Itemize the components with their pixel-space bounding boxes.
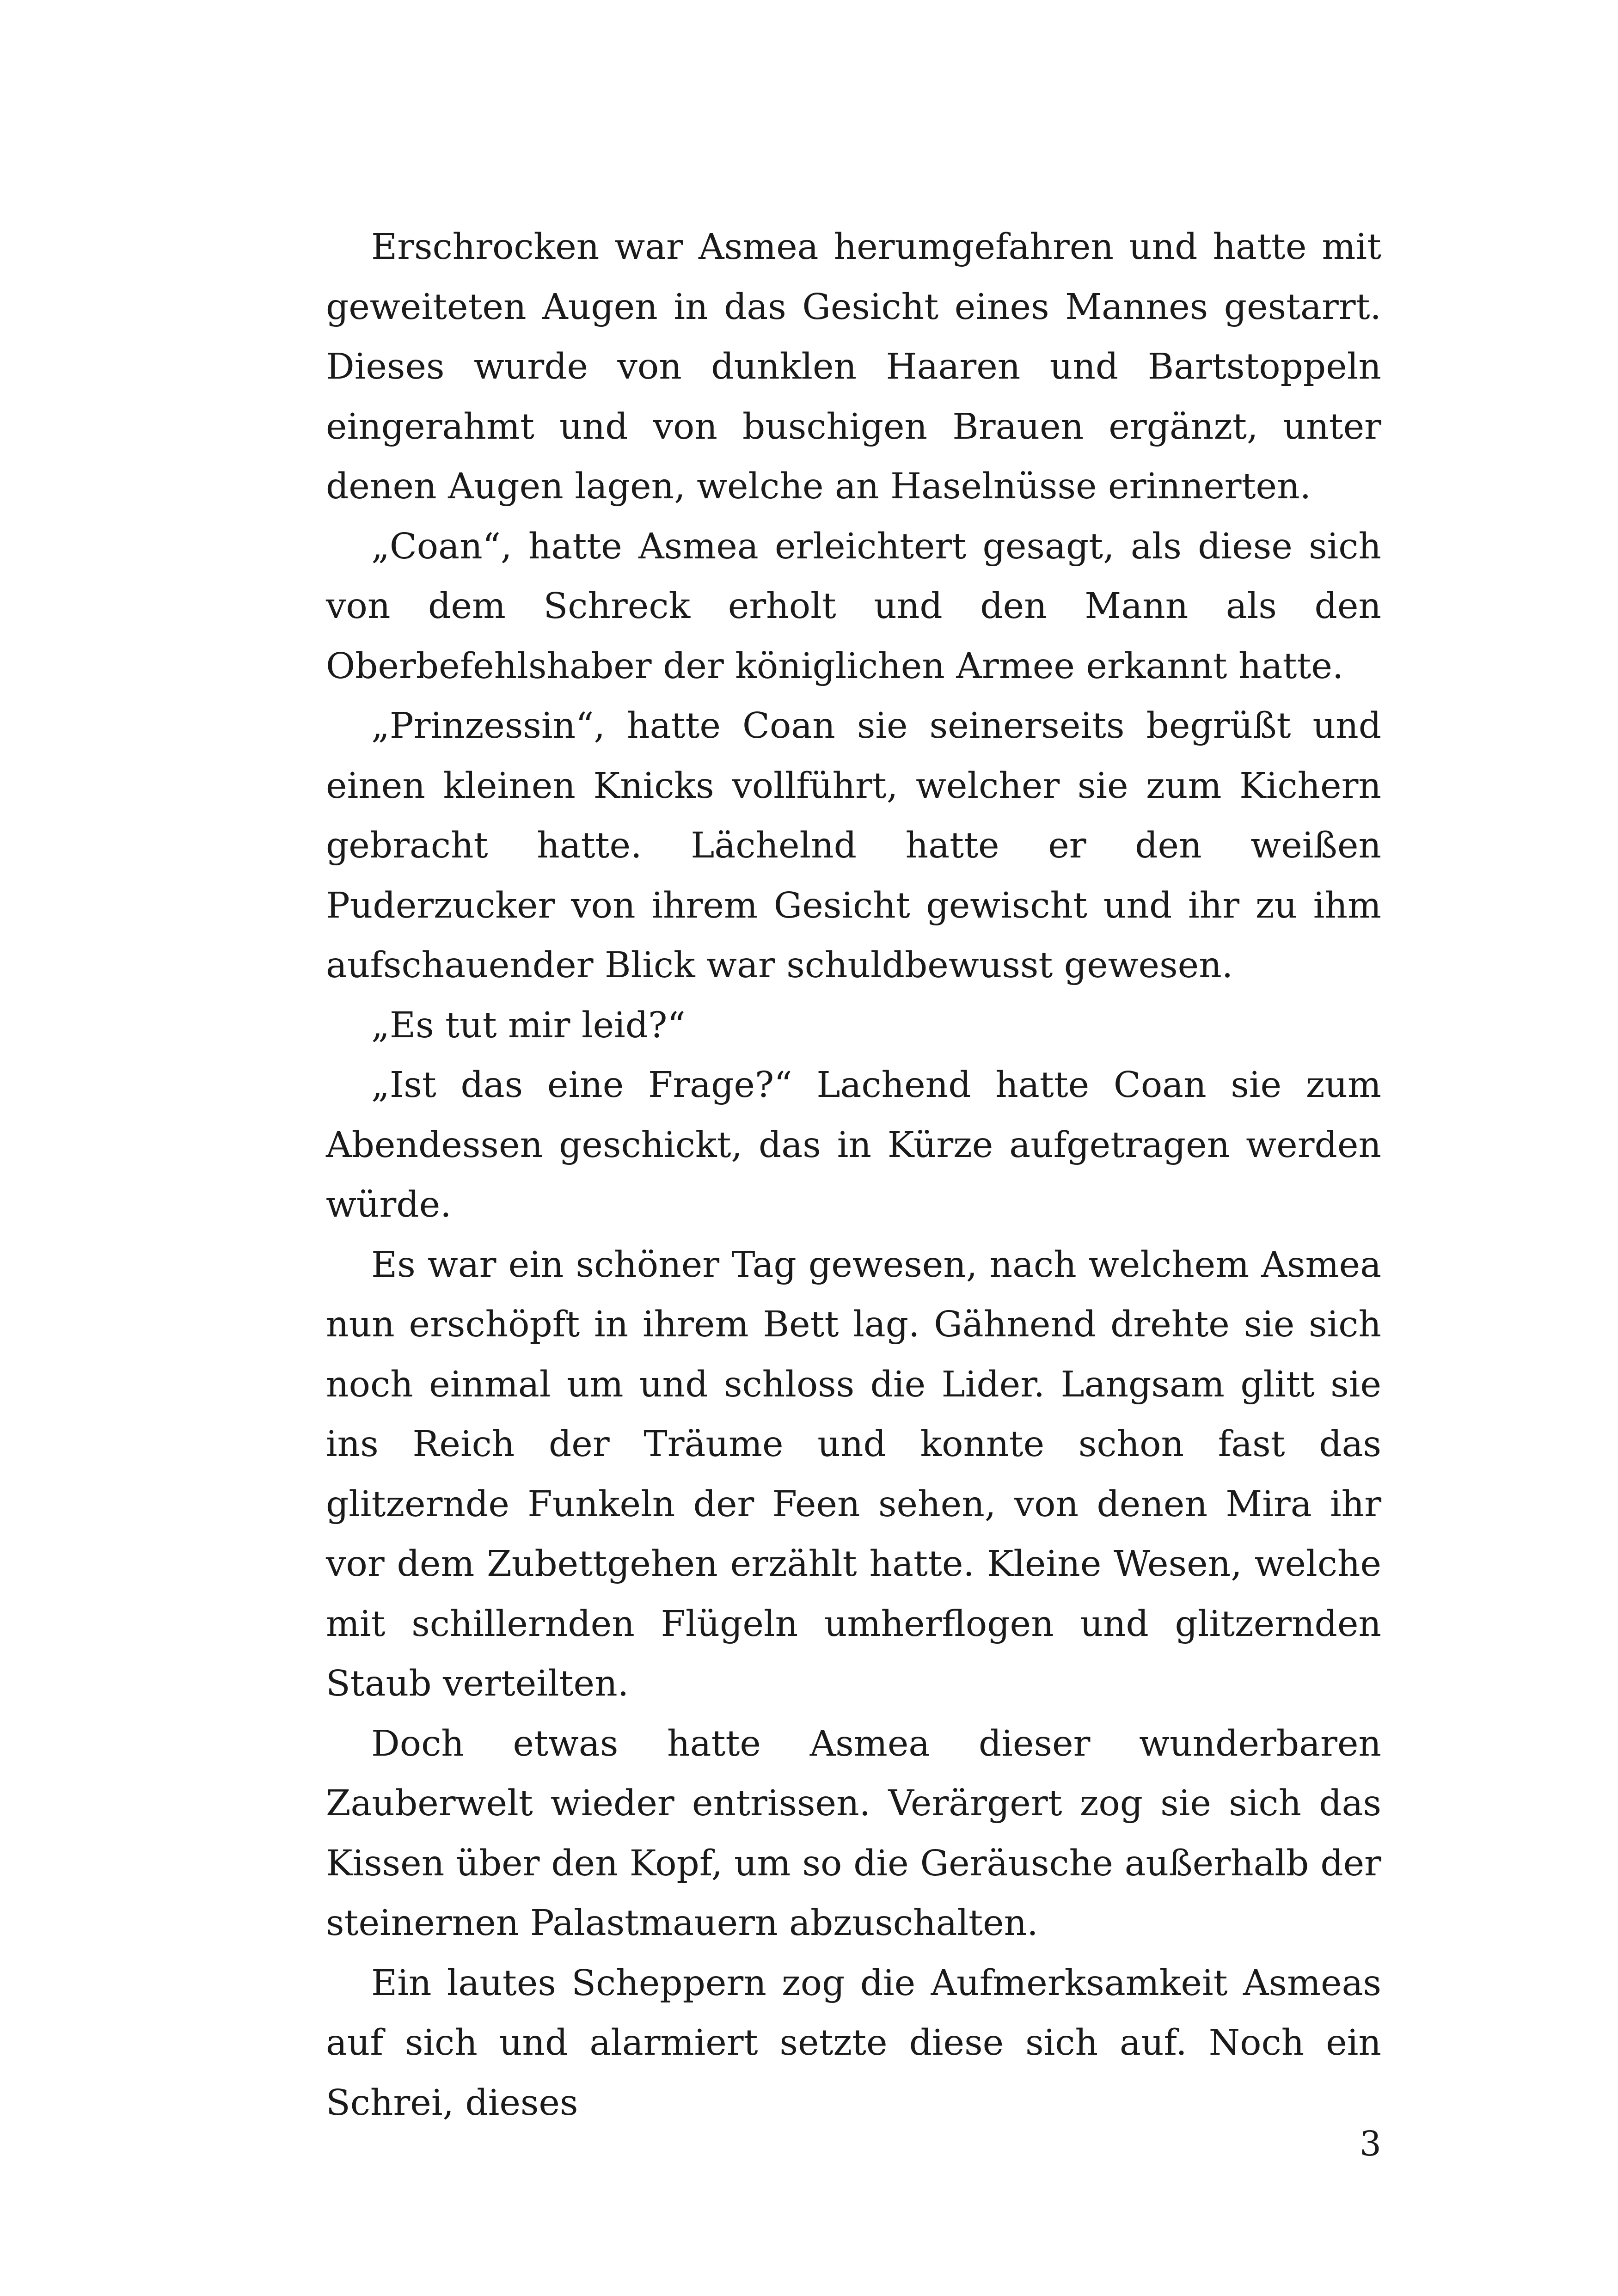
body-text xyxy=(326,217,1381,2133)
paragraph-7: Doch etwas hatte Asmea dieser wunderbaren Zauberwelt wieder entrissen. Verärgert zog sie sich das Kissen über den Kopf, um so die Geräusche außerhalb der steinernen Palastmauern abzuschalten. xyxy=(326,1723,1381,1944)
paragraph-2: „Coan“, hatte Asmea erleichtert gesagt, als diese sich von dem Schreck erholt und den Mann als den Oberbefehlshaber der königlichen Armee erkannt hatte. xyxy=(326,526,1381,687)
paragraph-5: „Ist das eine Frage?“ Lachend hatte Coan sie zum Abendessen geschickt, das in Kürze aufgetragen werden würde. xyxy=(326,1065,1381,1225)
paragraph-4: „Es tut mir leid?“ xyxy=(371,1004,686,1046)
page-number: 3 xyxy=(1359,2124,1381,2164)
paragraph-1: Erschrocken war Asmea herumgefahren und hatte mit geweiteten Augen in das Gesicht eines Mannes gestarrt. Dieses wurde von dunklen Haaren und Bartstoppeln eingerahmt und von buschigen Brauen ergänzt, unter denen Augen lagen, welche an Haselnüsse erinnerten. xyxy=(326,227,1381,507)
paragraph-3: „Prinzessin“, hatte Coan sie seinerseits begrüßt und einen kleinen Knicks vollführt, welcher sie zum Kichern gebracht hatte. Lächelnd hatte er den weißen Puderzucker von ihrem Gesicht gewischt und ihr zu ihm aufschauender Blick war schuldbewusst gewesen. xyxy=(326,705,1381,986)
paragraph-6: Es war ein schöner Tag gewesen, nach welchem Asmea nun erschöpft in ihrem Bett lag. Gähnend drehte sie sich noch einmal um und schloss die Lider. Langsam glitt sie ins Reich der Träume und konnte schon fast das glitzernde Funkeln der Feen sehen, von denen Mira ihr vor dem Zubettgehen erzählt hatte. Kleine Wesen, welche mit schillernden Flügeln umherflogen und glitzernden Staub verteilten. xyxy=(326,1244,1381,1704)
paragraph-8: Ein lautes Scheppern zog die Aufmerksamkeit Asmeas auf sich und alarmiert setzte diese sich auf. Noch ein Schrei, dieses xyxy=(326,1962,1381,2124)
